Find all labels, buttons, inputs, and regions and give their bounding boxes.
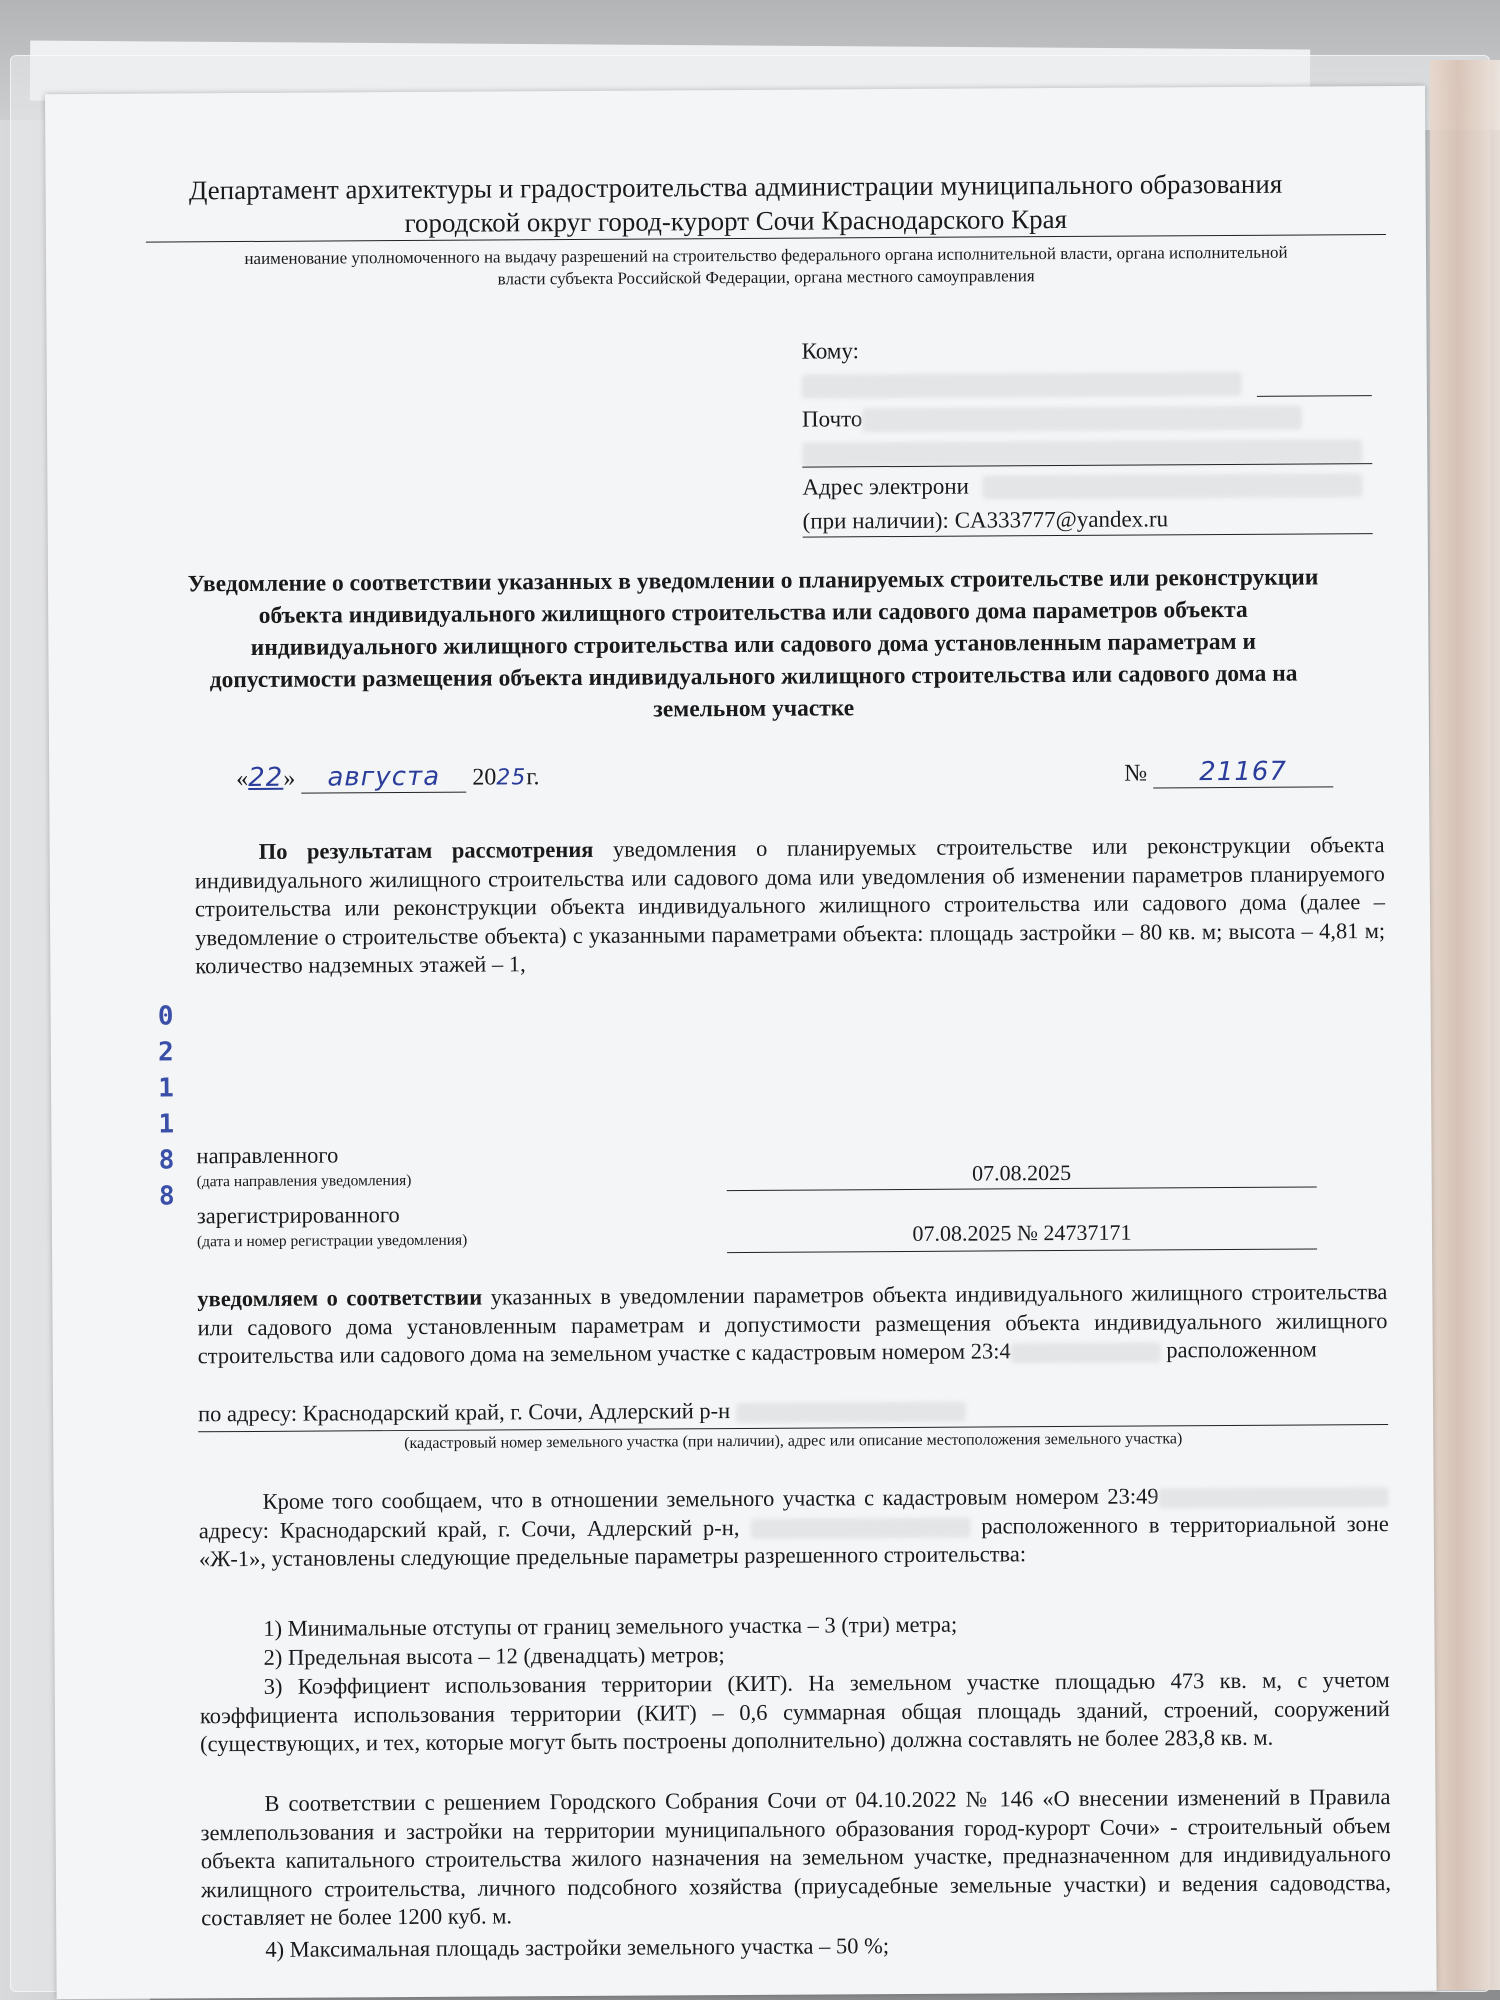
date-day: 22: [248, 762, 284, 793]
name-underline: [1257, 395, 1372, 397]
recipient-to-label: Кому:: [801, 338, 860, 364]
notice-date-row: [194, 756, 1384, 803]
date-year-suffix: 25: [496, 765, 527, 791]
notify-address: по адресу: Краснодарский край, г. Сочи, Адлерский р-н: [198, 1398, 731, 1427]
recipient-name-line: [802, 365, 1372, 402]
paragraph-additionally: [199, 1481, 1390, 1574]
address-line: [198, 1393, 1388, 1429]
recipient-block: [801, 331, 1372, 538]
number-label: №: [1124, 760, 1148, 787]
department-line-2: городской округ город-курорт Сочи Краснодарского Края: [404, 203, 1068, 239]
document-page: [45, 86, 1437, 1999]
notify-bold: уведомляем о соответствии: [197, 1284, 483, 1312]
department-line-1: Департамент архитектуры и градостроительства администрации муниципального образования: [188, 168, 1283, 206]
recipient-email-line: [803, 501, 1373, 538]
additionally-b: адресу: Краснодарский край, г. Сочи, Адлерский р-н,: [198, 1514, 740, 1543]
registered-caption: (дата и номер регистрации уведомления): [196, 1231, 468, 1251]
redacted-postal: [862, 406, 1302, 433]
date-month: августа: [301, 762, 466, 794]
department-caption: [146, 241, 1386, 293]
redacted-email-label: [982, 473, 1362, 499]
registered-value: 07.08.2025 № 24737171: [912, 1219, 1132, 1246]
redacted-cadastral-2: [1159, 1487, 1389, 1508]
results-text: уведомления о планируемых строительстве или реконструкции объекта индивидуального жилищного строительства или садового дома или уведомления об изменении параметров планируемого строительства или реконструкции объекта индивидуального жилищного строительства или садового дома (далее – уведомление о строительстве объекта) с указанными параметрами объекта: площадь застройки – 80 кв. м; высота – 4,81 м; количество надземных этажей – 1,: [194, 832, 1386, 979]
registered-underline: [727, 1248, 1317, 1253]
date-year-end: г.: [526, 764, 540, 791]
redacted-address-detail: [736, 1401, 966, 1422]
email-value: (при наличии): CA333777@yandex.ru: [802, 506, 1169, 534]
sent-label: направленного: [196, 1142, 339, 1169]
recipient-email-label: [802, 467, 1372, 504]
list-item-4: [201, 1929, 1391, 1965]
item-2-text: 2) Предельная высота – 12 (двенадцать) метров;: [263, 1642, 725, 1670]
email-label: Адрес электрони: [802, 473, 970, 500]
department-name: [106, 166, 1366, 242]
date-block: [236, 761, 539, 794]
registered-label: зарегистрированного: [196, 1202, 400, 1229]
vertical-stamp-number: 021188: [157, 1001, 175, 1212]
postal-label: Почто: [801, 406, 863, 432]
redacted-cadastral: [1011, 1342, 1161, 1363]
notify-text: указанных в уведомлении параметров объекта индивидуального жилищного строительства или садового дома установленным параметрам и допустимости размещения объекта индивидуального жилищного строительства или садового дома на земельном участке с кадастровым номером 23:4: [197, 1279, 1388, 1369]
email-underline: [803, 533, 1373, 537]
recipient-postal-line: [802, 399, 1372, 436]
notice-title: Уведомление о соответствии указанных в уведомлении о планируемых строительстве или реконструкции объекта индивидуального жилищного строительства или садового дома параметров объекта индивидуального жилищного строительства или садового дома установленным параметрам и допустимости размещения объекта индивидуального жилищного строительства или садового дома на земельном участке: [187, 564, 1319, 723]
sleeve-edge: [1430, 60, 1500, 1990]
additionally-c: расположенного в территориальной зоне «Ж-1», установлены следующие предельные параметры разрешенного строительства:: [198, 1510, 1389, 1572]
item-1-text: 1) Минимальные отступы от границ земельного участка – 3 (три) метра;: [263, 1611, 958, 1641]
paragraph-notify: [197, 1278, 1388, 1371]
sent-value: 07.08.2025: [972, 1159, 1072, 1186]
paragraph-results: [195, 831, 1386, 981]
date-quote-open: «: [236, 765, 249, 793]
redacted-locality: [750, 1518, 970, 1539]
notify-tail: расположенном: [1166, 1336, 1317, 1363]
date-quote-close: »: [283, 765, 296, 792]
recipient-address-line: [802, 433, 1372, 470]
redacted-name: [802, 372, 1242, 399]
redacted-address: [802, 439, 1362, 466]
caption-line-2: власти субъекта Российской Федерации, органа местного самоуправления: [497, 266, 1035, 289]
date-year-prefix: 20: [472, 764, 497, 791]
address-caption: (кадастровый номер земельного участка (при наличии), адрес или описание местоположения земельного участка): [404, 1430, 1183, 1453]
paragraph-decision: В соответствии с решением Городского Собрания Сочи от 04.10.2022 № 146 «О внесении изменений в Правила землепользования и застройки на территории муниципального образования город-курорт Сочи» - строительный объем объекта капитального строительства жилого назначения на земельном участке, предназначенном для индивидуального жилищного строительства, личного подсобного хозяйства (приусадебные земельные участки) и ведения садоводства, составляет не более 1200 куб. м.: [200, 1784, 1392, 1931]
list-item-3: 3) Коэффициент использования территории (КИТ). На земельном участке площадью 473 кв. м, с учетом коэффициента использования территории (КИТ) – 0,6 суммарная общая площадь зданий, строений, сооружений (существующих, и тех, которые могут быть построены дополнительно) должна составлять не более 283,8 кв. м.: [199, 1667, 1390, 1757]
number-value: 21167: [1153, 756, 1333, 788]
notice-number: [1124, 756, 1333, 788]
sent-caption: (дата направления уведомления): [196, 1171, 412, 1191]
caption-line-1: наименование уполномоченного на выдачу разрешений на строительство федерального органа исполнительной власти, органа исполнительной: [244, 242, 1288, 268]
item-4-text: 4) Максимальная площадь застройки земельного участка – 50 %;: [265, 1933, 890, 1962]
results-bold: По результатам рассмотрения: [258, 836, 594, 864]
additionally-a: Кроме того сообщаем, что в отношении земельного участка с кадастровым номером 23:49: [262, 1483, 1159, 1514]
